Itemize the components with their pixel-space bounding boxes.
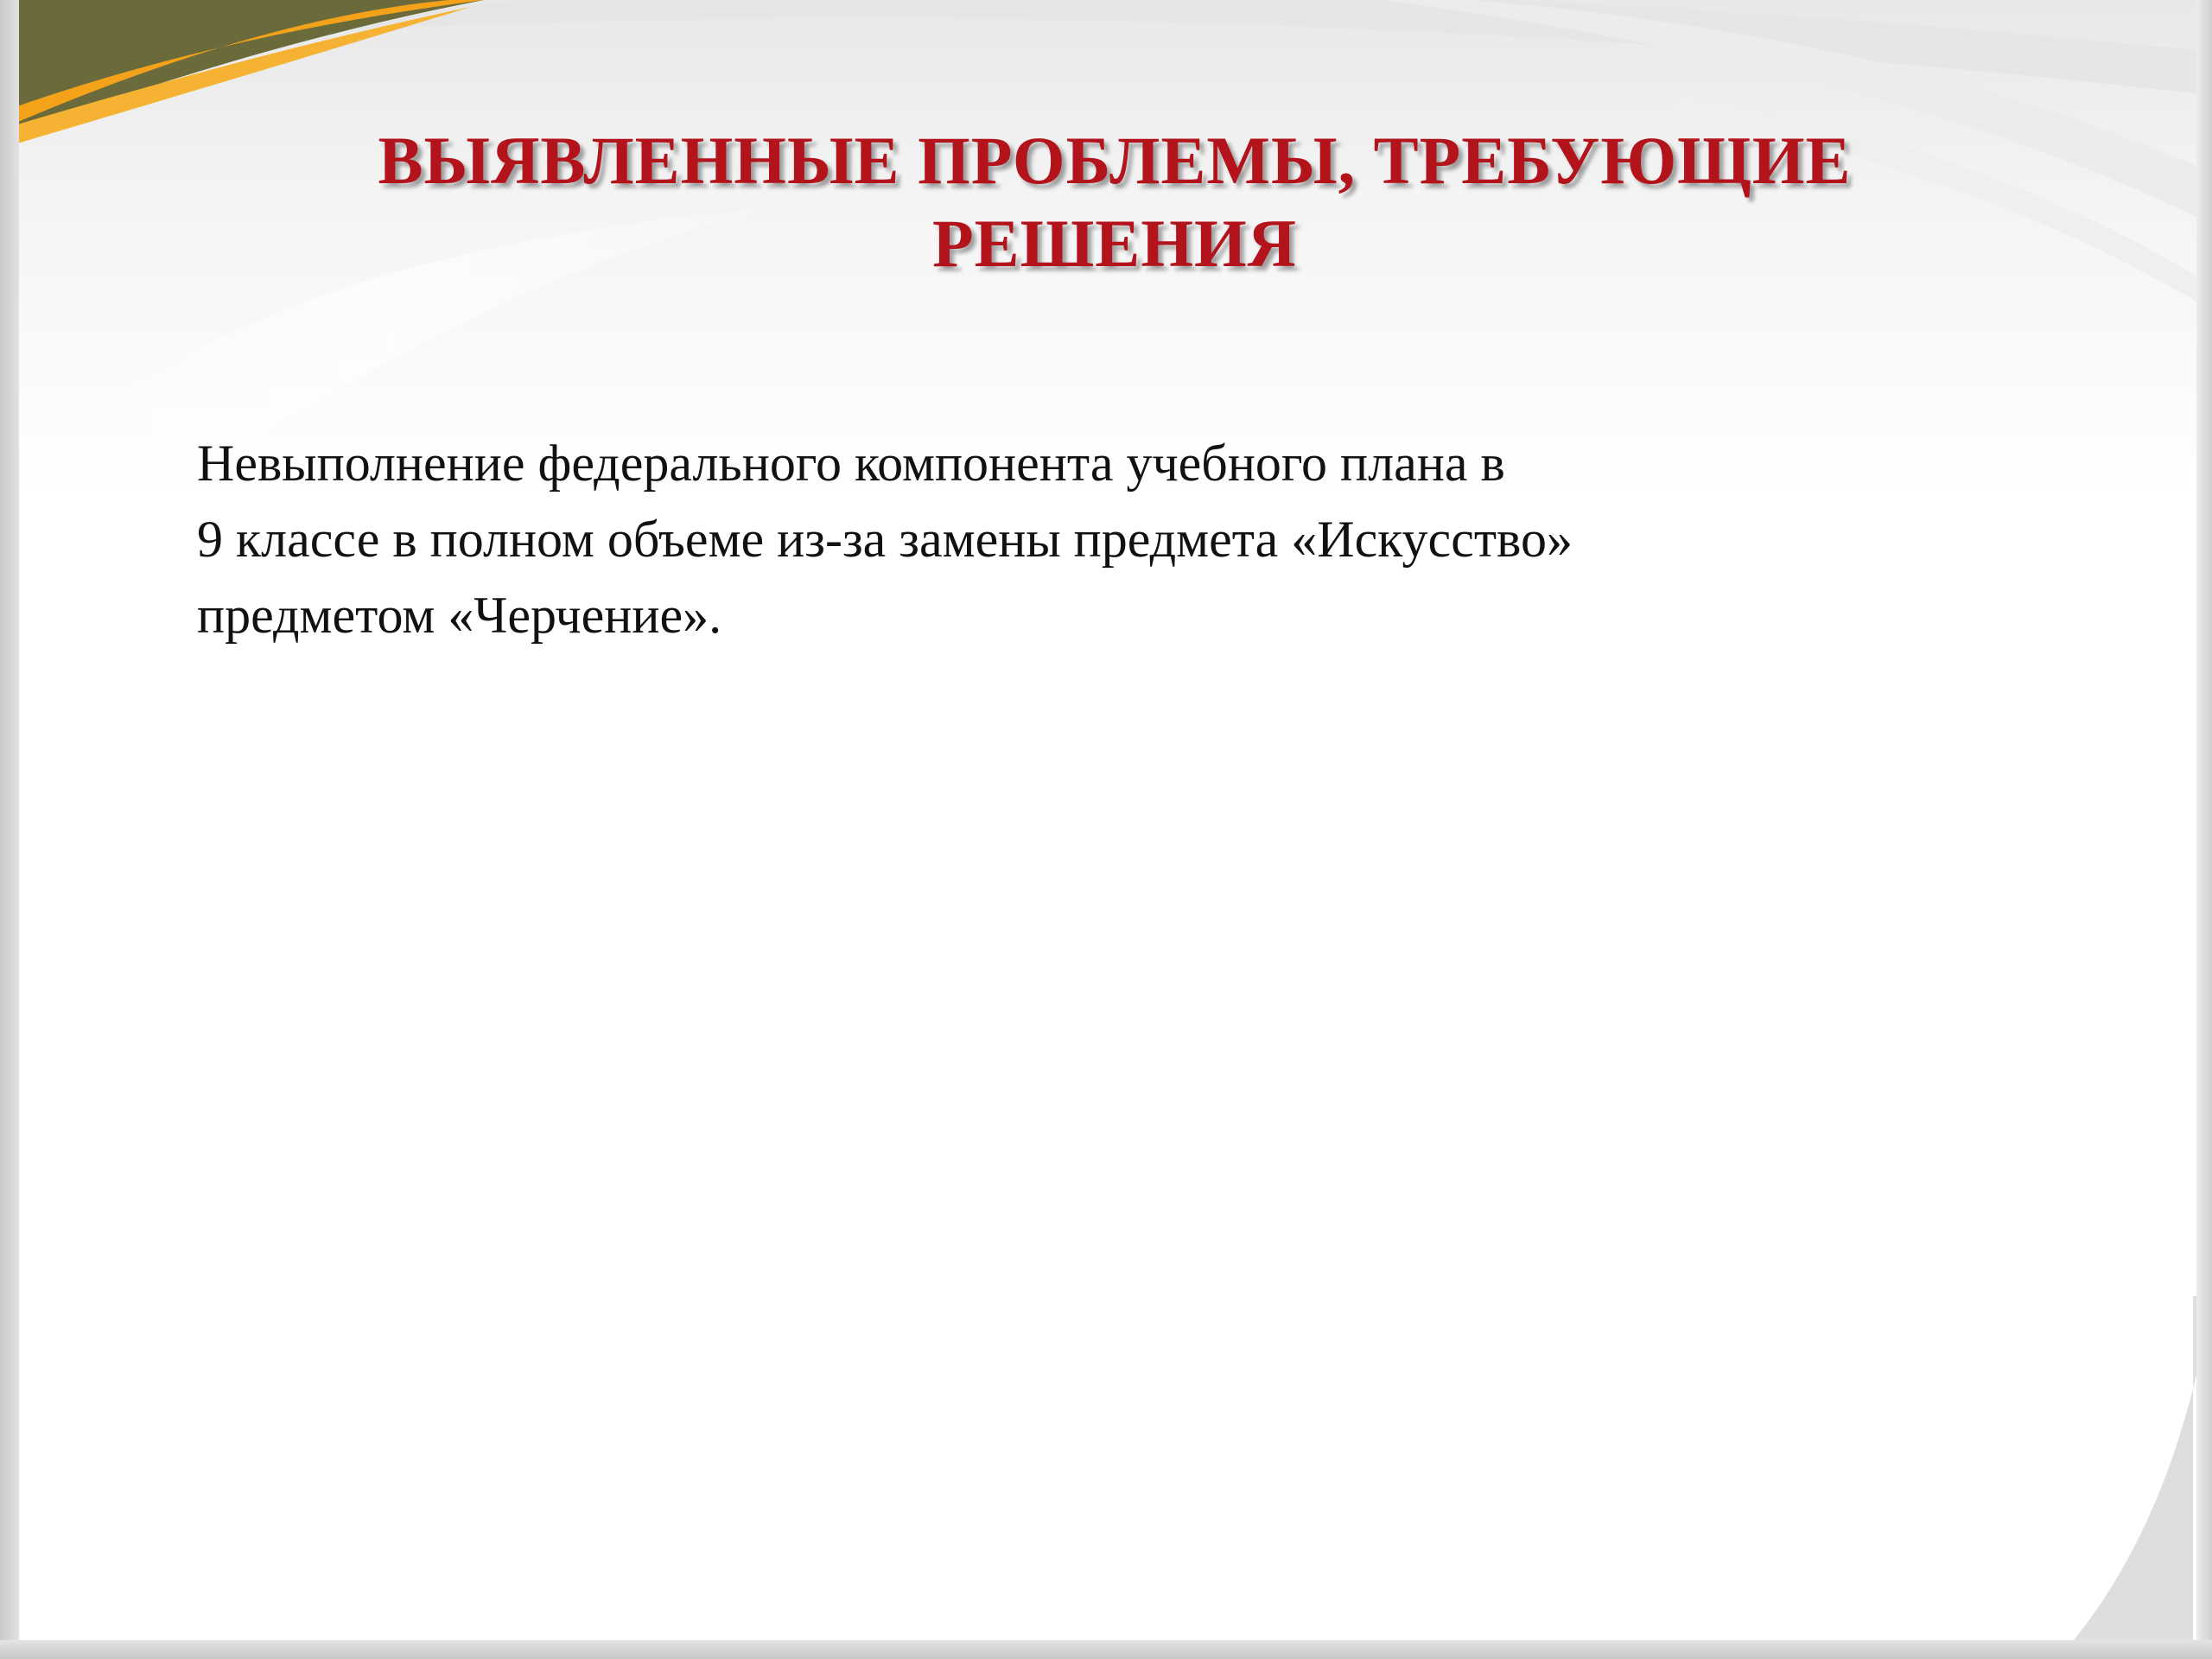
slide-body-text: Невыполнение федерального компонента учебного плана в 9 классе в полном объеме из-за замены предмета «Искусство» предметом «Черчение».	[197, 435, 1573, 644]
slide-bottom-border	[0, 1640, 2212, 1659]
slide-left-border	[0, 0, 19, 1659]
slide-title: ВЫЯВЛЕННЫЕ ПРОБЛЕМЫ, ТРЕБУЮЩИЕ РЕШЕНИЯ	[378, 123, 1852, 281]
slide-right-border	[2196, 0, 2212, 1659]
